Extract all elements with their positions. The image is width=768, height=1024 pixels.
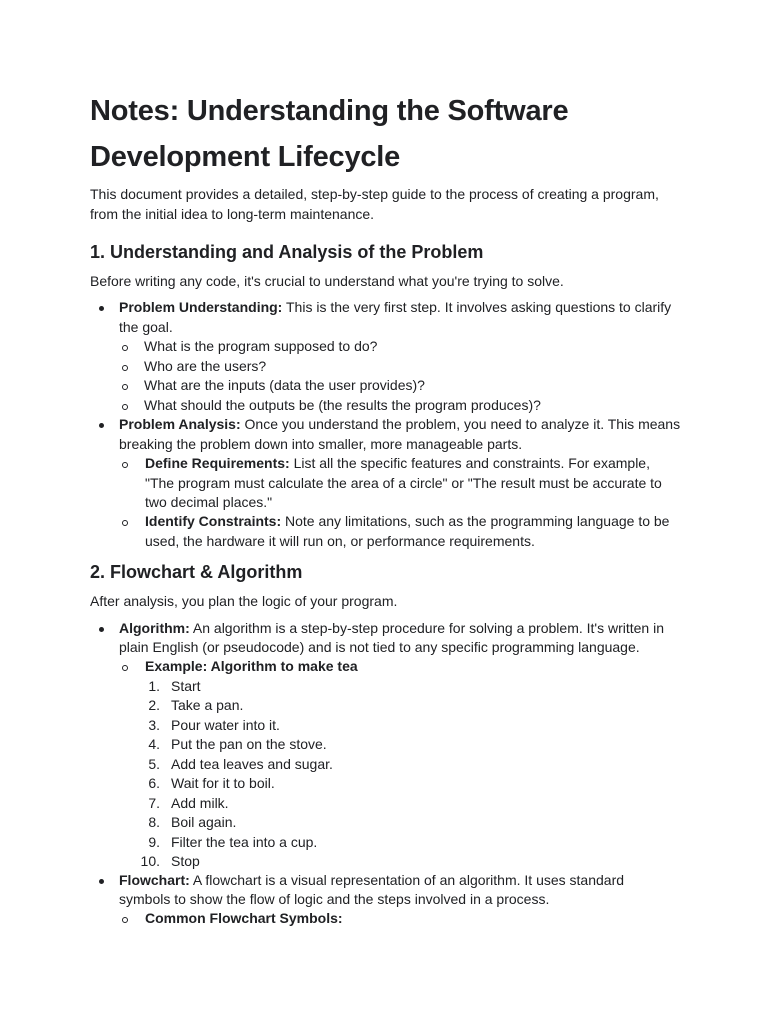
bullet-dot (99, 306, 104, 311)
item-label: Problem Analysis: (119, 416, 241, 432)
step-number: 9. (148, 834, 160, 850)
sub-list-item-symbols (145, 909, 343, 929)
step-number: 8. (148, 814, 160, 830)
item-text: This is the very first step. It involves asking questions to clarify (286, 299, 672, 315)
item-text: A flowchart is a visual representation of an algorithm. It uses standard (192, 872, 625, 888)
step-number: 7. (148, 795, 160, 811)
step-text: Add milk. (171, 795, 229, 811)
sub-label-text: Common Flowchart Symbols: (145, 910, 343, 926)
page-title: Notes: Understanding the Software Development Lifecycle (90, 95, 569, 173)
step-text: Filter the tea into a cup. (171, 834, 318, 850)
step-number: 10. (140, 853, 160, 869)
step-number: 5. (148, 756, 160, 772)
step-text: Take a pan. (171, 697, 244, 713)
sub-list-continuation: used, the hardware it will run on, or performance requirements. (145, 533, 535, 549)
step-text: Pour water into it. (171, 717, 280, 733)
circle-bullet (122, 520, 128, 526)
item-label: Identify Constraints: (145, 513, 282, 529)
list-item-problem-analysis (119, 415, 680, 435)
sub-list-item: What is the program supposed to do? (144, 338, 378, 354)
step-number: 1. (148, 678, 160, 694)
step-text: Add tea leaves and sugar. (171, 756, 333, 772)
item-label: Flowchart: (119, 872, 190, 888)
section-heading-2: 2. Flowchart & Algorithm (90, 562, 303, 582)
circle-bullet (122, 345, 128, 351)
circle-bullet (122, 404, 128, 410)
step-text: Start (171, 678, 201, 694)
circle-bullet (122, 665, 128, 671)
list-item-flowchart (119, 871, 624, 891)
bullet-dot (99, 879, 104, 884)
item-label: Algorithm: (119, 620, 190, 636)
circle-bullet (122, 365, 128, 371)
step-text: Boil again. (171, 814, 237, 830)
sub-list-continuation: two decimal places." (145, 494, 273, 510)
section-2-intro: After analysis, you plan the logic of your program. (90, 593, 398, 609)
bullet-dot (99, 627, 104, 632)
sub-list-item: Who are the users? (144, 358, 267, 374)
item-label: Problem Understanding: (119, 299, 283, 315)
circle-bullet (122, 462, 128, 468)
step-number: 3. (148, 717, 160, 733)
step-text: Put the pan on the stove. (171, 736, 327, 752)
intro-paragraph: This document provides a detailed, step-by-step guide to the process of creating a program, from the initial idea to long-term maintenance. (90, 186, 659, 222)
step-text: Wait for it to boil. (171, 775, 275, 791)
list-item-continuation: the goal. (119, 319, 173, 335)
bullet-dot (99, 423, 104, 428)
step-number: 4. (148, 736, 160, 752)
sub-list-item: What are the inputs (data the user provides)? (144, 377, 425, 393)
example-label-text: Example: Algorithm to make tea (145, 658, 358, 674)
circle-bullet (122, 917, 128, 923)
step-text: Stop (171, 853, 200, 869)
item-text: Note any limitations, such as the programming language to be (285, 513, 670, 529)
example-label (145, 657, 358, 677)
list-item-continuation: breaking the problem down into smaller, more manageable parts. (119, 436, 523, 452)
item-text: An algorithm is a step-by-step procedure for solving a problem. It's written in (192, 620, 664, 636)
item-label: Define Requirements: (145, 455, 290, 471)
list-item-continuation: symbols to show the flow of logic and the steps involved in a process. (119, 891, 550, 907)
step-number: 6. (148, 775, 160, 791)
list-item-algorithm (119, 619, 664, 639)
sub-list-item-identify-constraints (145, 512, 669, 532)
section-heading-1: 1. Understanding and Analysis of the Problem (90, 242, 484, 262)
step-number: 2. (148, 697, 160, 713)
list-item-problem-understanding (119, 298, 671, 318)
item-text: Once you understand the problem, you need to analyze it. This means (244, 416, 681, 432)
section-1-intro: Before writing any code, it's crucial to understand what you're trying to solve. (90, 273, 564, 289)
sub-list-item-define-requirements (145, 454, 650, 474)
list-item-continuation: plain English (or pseudocode) and is not tied to any specific programming language. (119, 639, 640, 655)
sub-list-item: What should the outputs be (the results the program produces)? (144, 397, 541, 413)
circle-bullet (122, 384, 128, 390)
sub-list-continuation: "The program must calculate the area of a circle" or "The result must be accurate to (145, 475, 662, 491)
item-text: List all the specific features and constraints. For example, (293, 455, 650, 471)
